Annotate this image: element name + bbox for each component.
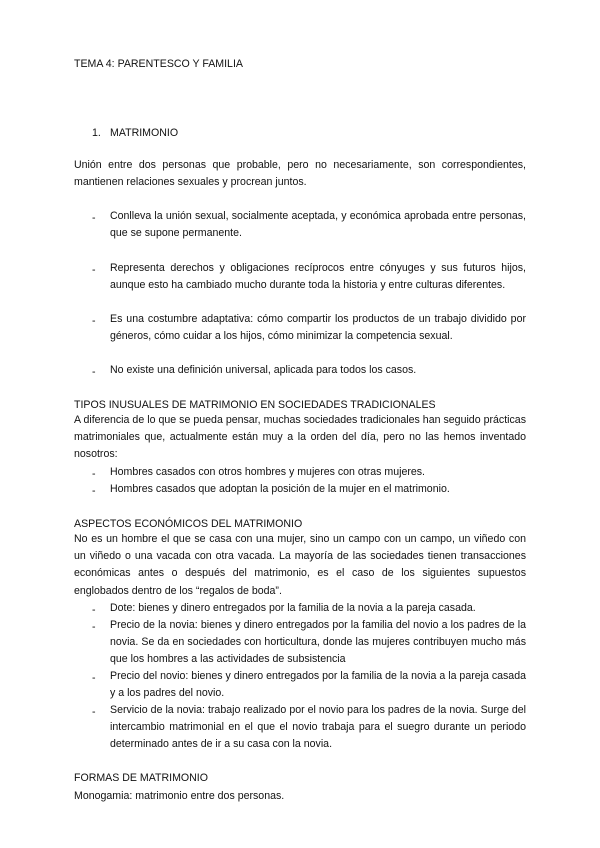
- bullet-marker: -: [92, 315, 96, 327]
- list-item: Dote: bienes y dinero entregados por la familia de la novia a la pareja casada.: [110, 602, 476, 614]
- bullet-marker: -: [92, 672, 96, 684]
- list-item: No existe una definición universal, aplicada para todos los casos.: [110, 364, 417, 376]
- list-item: Precio de la novia: bienes y dinero entregados por la familia del novio a los padres de la novia. Se da en sociedades con horticultura, donde las mujeres contribuyen mucho más que los hombres a las actividades de subsistencia: [110, 619, 526, 666]
- matrimonio-definition-paragraph: Unión entre dos personas que probable, pero no necesariamente, son correspondientes, mantienen relaciones sexuales y procrean juntos.: [74, 159, 526, 189]
- bullet-marker: -: [92, 621, 96, 633]
- bullet-marker: -: [92, 212, 96, 224]
- document-title: TEMA 4: PARENTESCO Y FAMILIA: [74, 58, 243, 70]
- formas-paragraph: Monogamia: matrimonio entre dos personas.: [74, 790, 285, 802]
- list-item: Hombres casados que adoptan la posición de la mujer en el matrimonio.: [110, 483, 450, 495]
- aspectos-paragraph: No es un hombre el que se casa con una mujer, sino un campo con un campo, un viñedo con un viñedo o una vacada con otra vacada. La mayoría de las sociedades tienen transacciones económicas antes o después del matrimonio, es el caso de los siguientes supuestos englobados dentro de los “regalos de boda”.: [74, 533, 526, 597]
- section-heading-tipos: TIPOS INUSUALES DE MATRIMONIO EN SOCIEDADES TRADICIONALES: [74, 399, 436, 411]
- section-heading-aspectos: ASPECTOS ECONÓMICOS DEL MATRIMONIO: [74, 518, 303, 530]
- bullet-marker: -: [92, 604, 96, 616]
- bullet-marker: -: [92, 468, 96, 480]
- bullet-marker: -: [92, 264, 96, 276]
- bullet-marker: -: [92, 485, 96, 497]
- section-number: 1.: [92, 127, 101, 139]
- list-item: Es una costumbre adaptativa: cómo compartir los productos de un trabajo dividido por géneros, cómo cuidar a los hijos, cómo minimizar la competencia sexual.: [110, 313, 526, 343]
- section-heading-formas: FORMAS DE MATRIMONIO: [74, 772, 208, 784]
- bullet-marker: -: [92, 706, 96, 718]
- list-item: Servicio de la novia: trabajo realizado por el novio para los padres de la novia. Surge del intercambio matrimonial en el que el novio trabaja para el suegro durante un periodo determinado antes de ir a su casa con la novia.: [110, 704, 526, 751]
- list-item: Hombres casados con otros hombres y mujeres con otras mujeres.: [110, 466, 425, 478]
- bullet-marker: -: [92, 366, 96, 378]
- list-item: Precio del novio: bienes y dinero entregados por la familia de la novia a la pareja casada y a los padres del novio.: [110, 670, 526, 700]
- list-item: Representa derechos y obligaciones recíprocos entre cónyuges y sus futuros hijos, aunque esto ha cambiado mucho durante toda la historia y entre culturas diferentes.: [110, 262, 526, 292]
- section-heading-matrimonio: MATRIMONIO: [110, 127, 179, 139]
- list-item: Conlleva la unión sexual, socialmente aceptada, y económica aprobada entre personas, que se supone permanente.: [110, 210, 526, 240]
- tipos-paragraph: A diferencia de lo que se pueda pensar, muchas sociedades tradicionales han seguido prácticas matrimoniales que, actualmente están muy a la orden del día, pero no las hemos inventado nosotros:: [74, 414, 526, 461]
